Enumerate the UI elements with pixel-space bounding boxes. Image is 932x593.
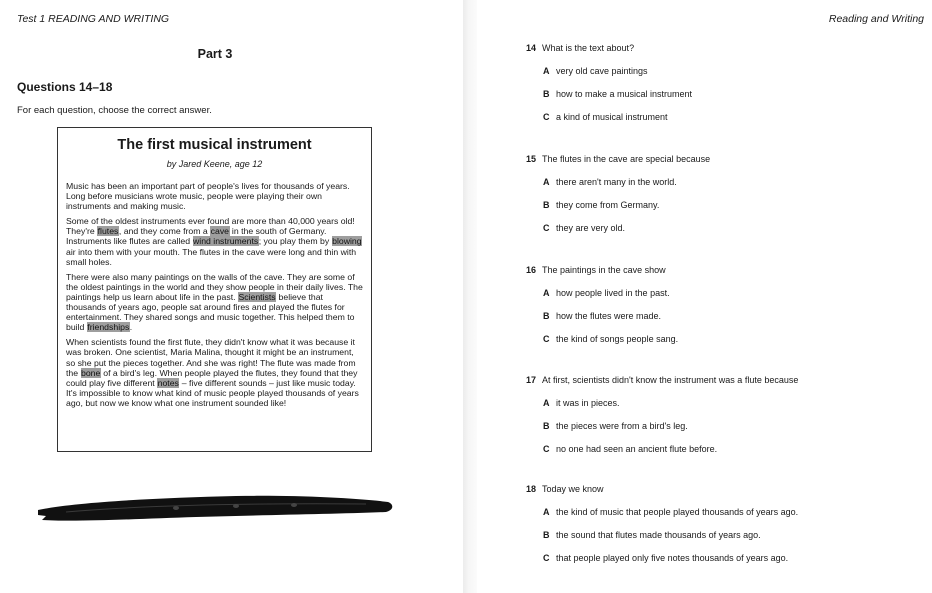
paragraph-text: ; you play them by: [258, 236, 332, 247]
questions-heading: Questions 14–18: [17, 80, 113, 94]
left-page: [0, 0, 463, 593]
paragraph-text: , and they come from a: [118, 226, 211, 237]
question-14: [526, 43, 926, 122]
highlighted-word: friendships: [87, 322, 130, 333]
option-18c[interactable]: C that people played only five notes thousands of years ago.: [543, 553, 789, 563]
option-14c[interactable]: C a kind of musical instrument: [543, 112, 668, 122]
paragraph-text: believe that thousands of years ago, people sat around fires and played the flutes for entertainment. They shared songs and music together. This helped them to build: [66, 291, 355, 333]
option-14b[interactable]: B how to make a musical instrument: [543, 89, 693, 99]
flute-hole-1: [173, 506, 179, 510]
question-text: What is the text about?: [542, 43, 635, 53]
highlighted-word: flutes: [97, 226, 119, 237]
article-box: [57, 127, 372, 452]
highlighted-word: notes: [157, 377, 179, 388]
flute-hole-2: [233, 504, 239, 508]
flute-hole-3: [291, 503, 297, 507]
question-15: [526, 154, 926, 233]
article-paragraph-4: [66, 337, 363, 408]
paragraph-text: There were also many paintings on the walls of the cave. They are some of the oldest paintings in the world and they show people in their daily lives. The paintings help us learn about life in the past.: [66, 271, 363, 302]
option-17a[interactable]: A it was in pieces.: [543, 398, 620, 408]
bone-flute-illustration: [36, 490, 396, 526]
paragraph-text: – five different sounds – just like music today. It's impossible to know what kind of music people played thousands of years ago, but now we know what one instrument sounded like!: [66, 377, 359, 408]
article-paragraph-3: [66, 272, 363, 333]
paragraph-text: .: [129, 322, 133, 333]
question-number: 16: [526, 265, 537, 275]
question-18: [526, 484, 926, 563]
question-number: 14: [526, 43, 537, 53]
option-17c[interactable]: C no one had seen an ancient flute before.: [543, 444, 718, 454]
paragraph-text: in the south of Germany. Instruments like flutes are called: [66, 226, 327, 247]
article-paragraph-1: Music has been an important part of people's lives for thousands of years. Long before musicians wrote music, people were playing their own instruments and making music.: [66, 181, 350, 212]
question-16: [526, 265, 926, 344]
question-number: 18: [526, 484, 537, 494]
flute-body: [38, 496, 392, 521]
question-17: [526, 375, 926, 454]
question-number: 15: [526, 154, 537, 164]
option-15b[interactable]: B they come from Germany.: [543, 200, 660, 210]
option-16b[interactable]: B how the flutes were made.: [543, 311, 662, 321]
question-text: The paintings in the cave show: [542, 265, 666, 275]
paragraph-text: of a bird's leg. When people played the flutes, they found that they could play five different: [66, 367, 358, 388]
right-page: [477, 0, 932, 593]
option-17b[interactable]: B the pieces were from a bird's leg.: [543, 421, 688, 431]
option-16a[interactable]: A how people lived in the past.: [543, 288, 670, 298]
option-16c[interactable]: C the kind of songs people sang.: [543, 334, 679, 344]
highlighted-word: Scientists: [238, 291, 276, 302]
question-text: At first, scientists didn't know the instrument was a flute because: [542, 375, 799, 385]
paragraph-text: When scientists found the first flute, they didn't know what it was because it was broken. One scientist, Maria Malina, thought it might be an instrument, so she put the pieces together. And she was right! The flute was made from the: [66, 337, 356, 378]
header-left: Test 1 READING AND WRITING: [17, 13, 170, 25]
paragraph-text: air into them with your mouth. The flutes in the cave were long and thin with small holes.: [66, 246, 357, 267]
highlighted-word: cave: [210, 226, 230, 237]
article-title: The first musical instrument: [117, 137, 312, 153]
highlighted-word: wind instruments: [193, 236, 259, 247]
option-15a[interactable]: A there aren't many in the world.: [543, 177, 677, 187]
book-gutter: [463, 0, 477, 593]
instruction-text: For each question, choose the correct answer.: [17, 105, 212, 116]
header-right: Reading and Writing: [828, 13, 924, 25]
option-18a[interactable]: A the kind of music that people played thousands of years ago.: [543, 507, 799, 517]
paragraph-text: Some of the oldest instruments ever found are more than 40,000 years old! They're: [66, 216, 355, 237]
part-title: Part 3: [197, 47, 233, 61]
highlighted-word: bone: [81, 367, 101, 378]
article-paragraph-2: [66, 216, 363, 266]
option-18b[interactable]: B the sound that flutes made thousands of years ago.: [543, 530, 761, 540]
question-number: 17: [526, 375, 537, 385]
article-byline: by Jared Keene, age 12: [166, 159, 263, 169]
option-14a[interactable]: A very old cave paintings: [543, 66, 648, 76]
question-text: Today we know: [542, 484, 604, 494]
option-15c[interactable]: C they are very old.: [543, 223, 626, 233]
highlighted-word: blowing: [332, 236, 362, 247]
question-text: The flutes in the cave are special because: [542, 154, 711, 164]
